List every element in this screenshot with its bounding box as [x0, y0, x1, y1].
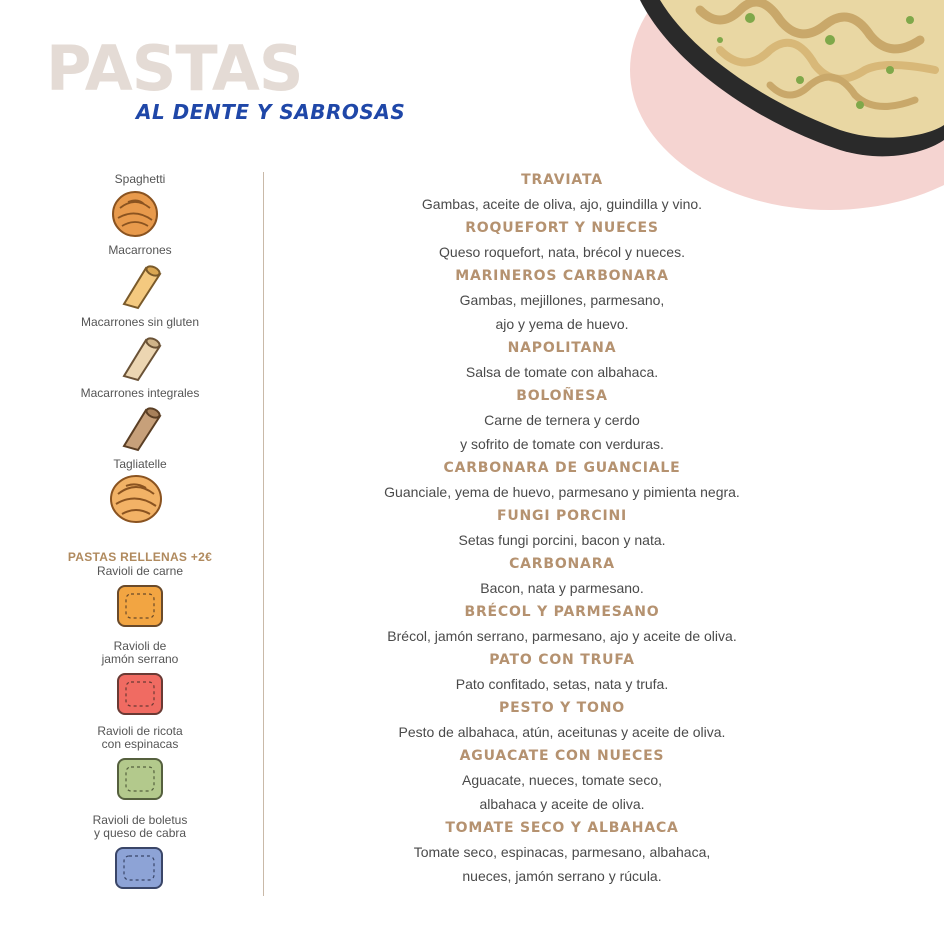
- stuffed-pasta-label: jamón serrano: [101, 652, 179, 666]
- ravioli-icon: [112, 753, 168, 805]
- dish-name: TOMATE SECO Y ALBAHACA: [445, 820, 679, 836]
- pasta-type-label: Macarrones sin gluten: [80, 315, 200, 329]
- dish-description: Tomate seco, espinacas, parmesano, albahaca,: [413, 844, 711, 860]
- stuffed-pasta-label: Ravioli de ricota: [97, 724, 183, 738]
- dish-description: Pato confitado, setas, nata y trufa.: [455, 676, 669, 692]
- dish-name: NAPOLITANA: [507, 340, 617, 356]
- dish-description: ajo y yema de huevo.: [495, 316, 629, 332]
- dish-description: y sofrito de tomate con verduras.: [460, 436, 664, 452]
- stuffed-pasta-label: Ravioli de: [113, 639, 167, 653]
- page-title: PASTAS: [46, 32, 303, 105]
- ravioli-icon: [112, 668, 168, 720]
- dish-description: Carne de ternera y cerdo: [484, 412, 640, 428]
- dish-description: Brécol, jamón serrano, parmesano, ajo y aceite de oliva.: [387, 628, 737, 644]
- pasta-type-label: Macarrones: [108, 243, 172, 257]
- dish-description: Aguacate, nueces, tomate seco,: [461, 772, 662, 788]
- stuffed-pasta-label: Ravioli de carne: [96, 564, 184, 578]
- dish-description: Queso roquefort, nata, brécol y nueces.: [439, 244, 685, 260]
- pasta-type-label: Spaghetti: [114, 172, 166, 186]
- stuffed-pastas-heading: PASTAS RELLENAS +2€: [67, 550, 213, 564]
- macaroni-tube-icon: [116, 404, 166, 452]
- dish-name: FUNGI PORCINI: [497, 508, 627, 524]
- dish-name: CARBONARA DE GUANCIALE: [443, 460, 681, 476]
- pasta-type-label: Macarrones integrales: [80, 386, 200, 400]
- dish-name: AGUACATE CON NUECES: [459, 748, 665, 764]
- macaroni-tube-icon: [116, 262, 166, 310]
- page-subtitle: AL DENTE Y SABROSAS: [136, 100, 406, 124]
- dish-name: BOLOÑESA: [516, 388, 608, 404]
- spaghetti-nest-icon: [110, 188, 160, 240]
- dish-description: Salsa de tomate con albahaca.: [465, 364, 659, 380]
- dish-name: BRÉCOL Y PARMESANO: [464, 604, 660, 620]
- dish-description: Guanciale, yema de huevo, parmesano y pimienta negra.: [384, 484, 740, 500]
- macaroni-tube-icon: [116, 334, 166, 382]
- dish-name: CARBONARA: [509, 556, 615, 572]
- dish-name: MARINEROS CARBONARA: [455, 268, 669, 284]
- dish-name: PATO CON TRUFA: [489, 652, 635, 668]
- dish-name: TRAVIATA: [521, 172, 603, 188]
- dish-description: Pesto de albahaca, atún, aceitunas y aceite de oliva.: [398, 724, 726, 740]
- ravioli-icon: [112, 580, 168, 632]
- tagliatelle-nest-icon: [108, 472, 164, 526]
- pasta-type-label: Tagliatelle: [113, 457, 167, 471]
- stuffed-pasta-label: Ravioli de boletus: [92, 813, 188, 827]
- dish-description: Setas fungi porcini, bacon y nata.: [458, 532, 666, 548]
- dish-description: nueces, jamón serrano y rúcula.: [462, 868, 662, 884]
- dish-name: PESTO Y TONO: [499, 700, 625, 716]
- ravioli-icon: [110, 842, 168, 894]
- dish-description: Gambas, aceite de oliva, ajo, guindilla y vino.: [421, 196, 703, 212]
- dish-description: Gambas, mejillones, parmesano,: [459, 292, 665, 308]
- dish-description: Bacon, nata y parmesano.: [480, 580, 644, 596]
- stuffed-pasta-label: con espinacas: [101, 737, 179, 751]
- stuffed-pasta-label: y queso de cabra: [93, 826, 187, 840]
- dish-description: albahaca y aceite de oliva.: [479, 796, 645, 812]
- dish-name: ROQUEFORT Y NUECES: [465, 220, 659, 236]
